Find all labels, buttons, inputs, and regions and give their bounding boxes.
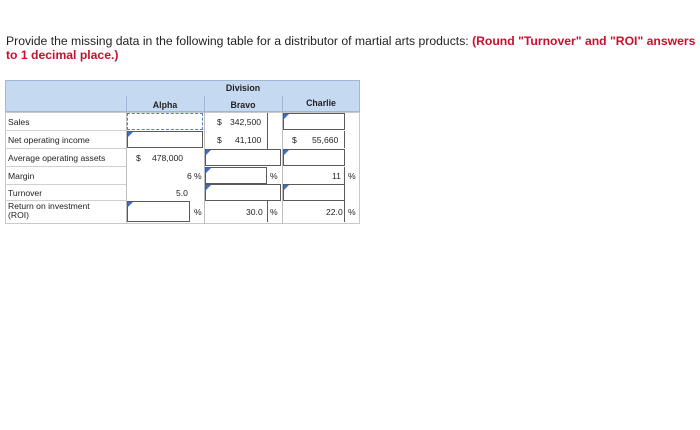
bravo-sales-symbol: $ xyxy=(217,117,222,127)
data-table xyxy=(5,80,360,224)
column-charlie: Charlie xyxy=(306,98,336,108)
rounding-hint: (Round "Turnover" and "ROI" answers to 1 decimal place.) xyxy=(6,34,696,62)
bravo-noi-value: 41,100 xyxy=(235,135,262,145)
column-alpha: Alpha xyxy=(152,100,178,110)
bravo-margin-pct: % xyxy=(270,171,278,181)
row-label-noi: Net operating income xyxy=(8,135,90,145)
charlie-sales-input[interactable] xyxy=(283,113,345,130)
charlie-aoa-input[interactable] xyxy=(283,149,345,166)
charlie-margin-value: 11 xyxy=(332,171,341,181)
alpha-sales-input[interactable] xyxy=(127,113,203,130)
row-label-roi: Return on investment (ROI) xyxy=(8,201,90,220)
instructions-text: Provide the missing data in the following table for a distributor of martial arts products: xyxy=(6,34,473,48)
bravo-noi-symbol: $ xyxy=(217,135,222,145)
alpha-aoa-value: 478,000 xyxy=(152,153,184,163)
charlie-noi-value: 55,660 xyxy=(312,135,339,145)
charlie-roi-pct: % xyxy=(348,207,356,217)
bravo-aoa-input[interactable] xyxy=(205,149,281,166)
row-label-margin: Margin xyxy=(8,171,35,181)
charlie-noi-symbol: $ xyxy=(292,135,297,145)
bravo-turnover-input[interactable] xyxy=(205,184,281,201)
alpha-turnover-value: 5.0 xyxy=(176,188,188,198)
bravo-roi-pct: % xyxy=(270,207,278,217)
bravo-roi-value: 30.0 xyxy=(246,207,263,217)
row-label-turnover: Turnover xyxy=(8,188,43,198)
bravo-margin-input[interactable] xyxy=(205,167,267,184)
alpha-noi-input[interactable] xyxy=(127,131,203,148)
charlie-margin-pct: % xyxy=(348,171,356,181)
alpha-margin-pct: % xyxy=(194,171,202,181)
alpha-roi-input[interactable] xyxy=(127,201,190,222)
division-header: Division xyxy=(225,83,261,93)
charlie-turnover-input[interactable] xyxy=(283,184,345,201)
alpha-roi-pct: % xyxy=(194,207,202,217)
bravo-sales-value: 342,500 xyxy=(230,117,262,127)
charlie-roi-value: 22.0 xyxy=(326,207,343,217)
column-bravo: Bravo xyxy=(230,100,256,110)
row-label-aoa: Average operating assets xyxy=(8,153,106,163)
alpha-margin-value: 6 xyxy=(187,171,192,181)
row-label-sales: Sales xyxy=(8,117,30,127)
alpha-aoa-symbol: $ xyxy=(136,153,141,163)
instructions xyxy=(6,34,696,62)
